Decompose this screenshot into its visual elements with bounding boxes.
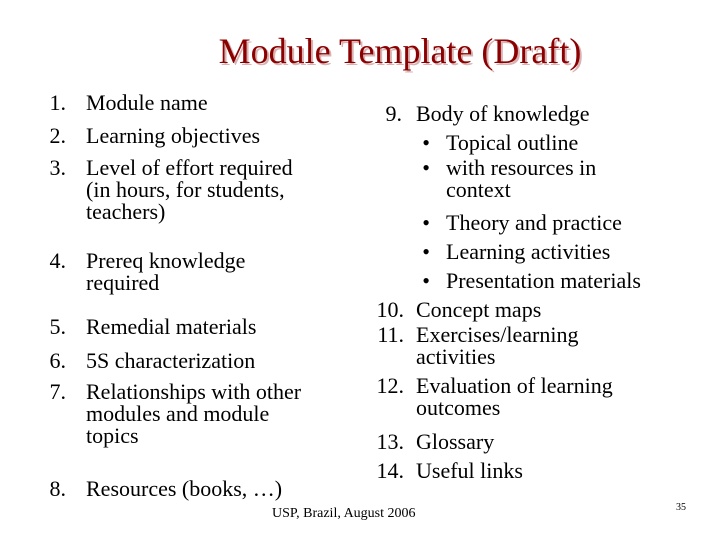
list-item-line: Relationships with other (86, 379, 302, 404)
list-item-marker: 1. (49, 90, 66, 115)
list-item-marker: 10. (376, 297, 404, 322)
list-item-marker: 11. (377, 322, 404, 347)
list-item-text (416, 456, 523, 485)
list-item-line: Learning activities (446, 239, 611, 264)
list-item-marker: 3. (49, 155, 66, 180)
list-item-marker: 6. (49, 348, 66, 373)
list-item-text (416, 375, 613, 419)
list-item-text (446, 208, 622, 237)
list-item-text (446, 157, 596, 201)
list-item-marker: 8. (49, 476, 66, 501)
page-number: 35 (676, 502, 686, 513)
list-item-marker: • (422, 239, 430, 264)
list-item-text (86, 250, 245, 294)
list-item-line: Remedial materials (86, 314, 257, 339)
list-item-line: Theory and practice (446, 210, 622, 235)
list-item-line: topics (86, 423, 139, 448)
list-item-line: Useful links (416, 458, 523, 483)
list-item-marker: 7. (49, 379, 66, 404)
list-item-line: Prereq knowledge (86, 248, 246, 273)
list-item-text (86, 88, 208, 117)
list-item-line: modules and module (86, 401, 270, 426)
list-item-line: Body of knowledge (416, 101, 590, 126)
list-item-line: Evaluation of learning (416, 373, 613, 398)
list-item-marker: 2. (49, 123, 66, 148)
list-item-line: Learning objectives (86, 123, 261, 148)
list-item-text (86, 157, 293, 223)
list-item-marker: 13. (376, 429, 404, 454)
list-item-marker: 12. (376, 373, 404, 398)
list-item-line: Resources (books, …) (86, 476, 283, 501)
list-item-line: required (86, 270, 160, 295)
list-item-text (86, 474, 282, 503)
list-item-text (86, 121, 260, 150)
list-item-line: Module name (86, 90, 208, 115)
list-item-text (446, 266, 641, 295)
list-item-marker: 4. (49, 248, 66, 273)
list-item-line: Level of effort required (86, 155, 293, 180)
list-item-text (416, 427, 494, 456)
list-item-marker: • (422, 268, 430, 293)
list-item-line: with resources in (446, 155, 597, 180)
list-item-text (446, 128, 578, 157)
slide-footer: USP, Brazil, August 2006 (272, 506, 416, 521)
list-item-text (86, 312, 256, 341)
list-item-text (416, 99, 590, 128)
list-item-marker: • (422, 210, 430, 235)
list-item-text (416, 324, 579, 368)
list-item-line: teachers) (86, 199, 166, 224)
list-item-text (446, 237, 610, 266)
list-item-line: Presentation materials (446, 268, 641, 293)
list-item-line: Glossary (416, 429, 495, 454)
list-item-text (86, 346, 255, 375)
list-item-marker: • (422, 155, 430, 180)
list-item-line: Concept maps (416, 297, 542, 322)
list-item-marker: • (422, 130, 430, 155)
list-item-line: activities (416, 344, 496, 369)
list-item-line: context (446, 177, 511, 202)
list-item-marker: 5. (49, 314, 66, 339)
list-item-marker: 14. (376, 458, 404, 483)
list-item-line: 5S characterization (86, 348, 256, 373)
list-item-marker: 9. (385, 101, 402, 126)
list-item-line: Topical outline (446, 130, 579, 155)
slide-title: Module Template (Draft) (218, 31, 582, 71)
list-item-text (86, 381, 301, 447)
list-item-text (416, 295, 541, 324)
list-item-line: Exercises/learning (416, 322, 579, 347)
list-item-line: outcomes (416, 395, 501, 420)
list-item-line: (in hours, for students, (86, 177, 285, 202)
